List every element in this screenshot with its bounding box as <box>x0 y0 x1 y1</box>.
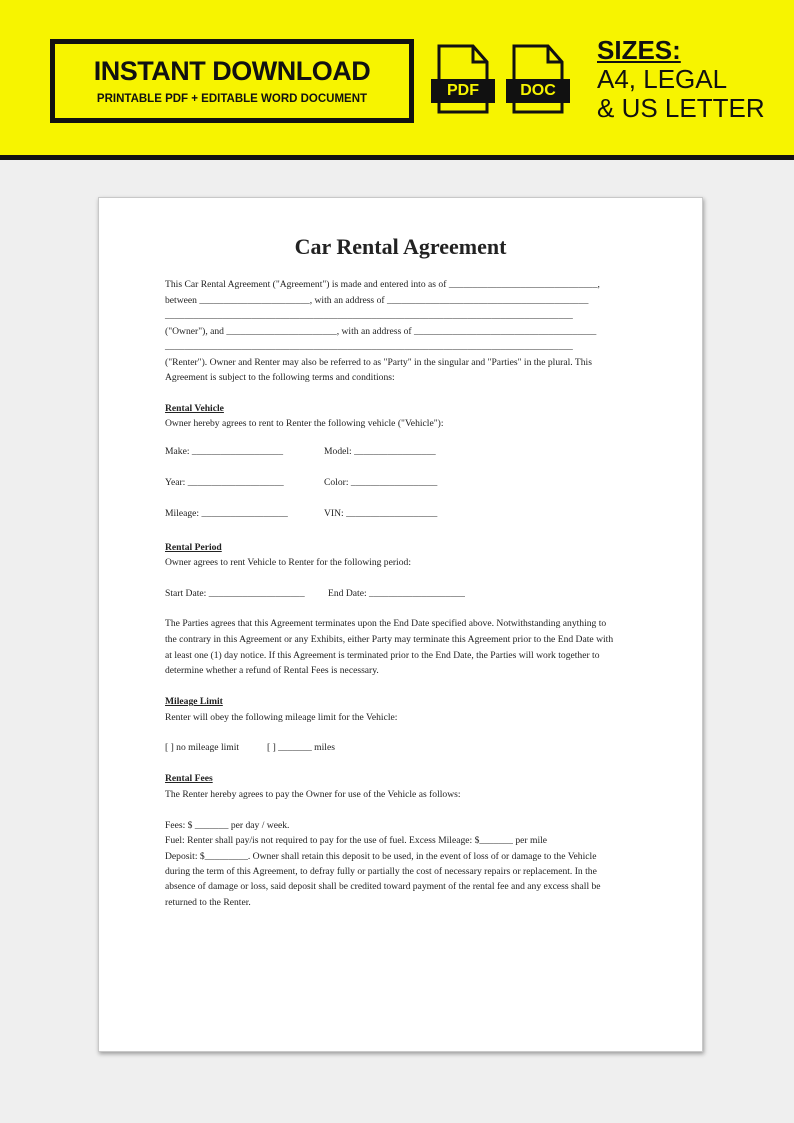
rental-fees-text: The Renter hereby agrees to pay the Owner for use of the Vehicle as follows: <box>165 789 461 800</box>
rental-period-text: Owner agrees to rent Vehicle to Renter for the following period: <box>165 557 411 568</box>
termination-line: The Parties agrees that this Agreement terminates upon the End Date specified above. Notwithstanding anything to <box>165 618 607 629</box>
fees-line: Deposit: $_________. Owner shall retain this deposit to be used, in the event of loss of or damage to the Vehicle <box>165 851 597 862</box>
start-date-field: Start Date: ____________________ <box>165 588 305 599</box>
rental-vehicle-heading: Rental Vehicle <box>165 403 224 414</box>
intro-line: ("Renter"). Owner and Renter may also be referred to as "Party" in the singular and "Parties" in the plural. This <box>165 357 592 368</box>
make-field: Make: ___________________ <box>165 446 284 457</box>
intro-line: Agreement is subject to the following terms and conditions: <box>165 372 395 383</box>
instant-download-title: INSTANT DOWNLOAD <box>93 56 371 86</box>
rental-vehicle-text: Owner hereby agrees to rent to Renter the following vehicle ("Vehicle"): <box>165 418 444 429</box>
no-mileage-limit-option: [ ] no mileage limit <box>165 742 240 753</box>
fees-line: absence of damage or loss, said deposit shall be credited toward payment of the rental fee and any excess shall be <box>165 881 601 892</box>
sizes-heading: SIZES: <box>597 35 681 65</box>
rental-period-heading: Rental Period <box>165 542 222 553</box>
intro-line: _____________________________________________________________________________________ <box>165 341 573 352</box>
termination-line: at least one (1) day notice. If this Agreement is terminated prior to the End Date, the Parties will work together to <box>165 650 600 661</box>
mileage-limit-text: Renter will obey the following mileage limit for the Vehicle: <box>165 712 398 723</box>
banner-divider <box>0 155 794 160</box>
mileage-field: Mileage: __________________ <box>165 508 288 519</box>
document-title: Car Rental Agreement <box>294 234 507 259</box>
mileage-limit-heading: Mileage Limit <box>165 696 223 707</box>
model-field: Model: _________________ <box>324 446 436 457</box>
year-field: Year: ____________________ <box>165 477 284 488</box>
doc-badge: DOC <box>506 79 570 103</box>
sizes-info <box>597 36 765 123</box>
instant-download-subtitle: PRINTABLE PDF + EDITABLE WORD DOCUMENT <box>96 93 368 105</box>
fees-line: during the term of this Agreement, to defray fully or partially the cost of necessary repairs or replacement. In the <box>165 866 597 877</box>
fees-line: Fees: $ _______ per day / week. <box>165 820 290 831</box>
instant-download-box <box>50 39 414 123</box>
pdf-badge: PDF <box>431 79 495 103</box>
termination-line: determine whether a refund of Rental Fees is necessary. <box>165 665 379 676</box>
sizes-line: A4, LEGAL <box>597 64 728 94</box>
termination-line: the contrary in this Agreement or any Exhibits, either Party may terminate this Agreement prior to the End Date with <box>165 634 614 645</box>
intro-line: ("Owner"), and _______________________, with an address of ______________________________________ <box>165 326 597 337</box>
sizes-line: & US LETTER <box>597 93 765 123</box>
color-field: Color: __________________ <box>324 477 438 488</box>
pdf-file-icon <box>437 44 489 114</box>
end-date-field: End Date: ____________________ <box>328 588 465 599</box>
miles-limit-option: [ ] _______ miles <box>267 742 335 753</box>
rental-fees-heading: Rental Fees <box>165 773 213 784</box>
fees-line: returned to the Renter. <box>165 897 251 908</box>
intro-line: This Car Rental Agreement ("Agreement") is made and entered into as of _______________________________, <box>165 279 600 290</box>
intro-line: between _______________________, with an address of __________________________________________ <box>165 295 589 306</box>
doc-file-icon <box>512 44 564 114</box>
fees-line: Fuel: Renter shall pay/is not required to pay for the use of fuel. Excess Mileage: $_______ per mile <box>165 835 548 846</box>
intro-line: _____________________________________________________________________________________ <box>165 310 573 321</box>
vin-field: VIN: ___________________ <box>324 508 438 519</box>
